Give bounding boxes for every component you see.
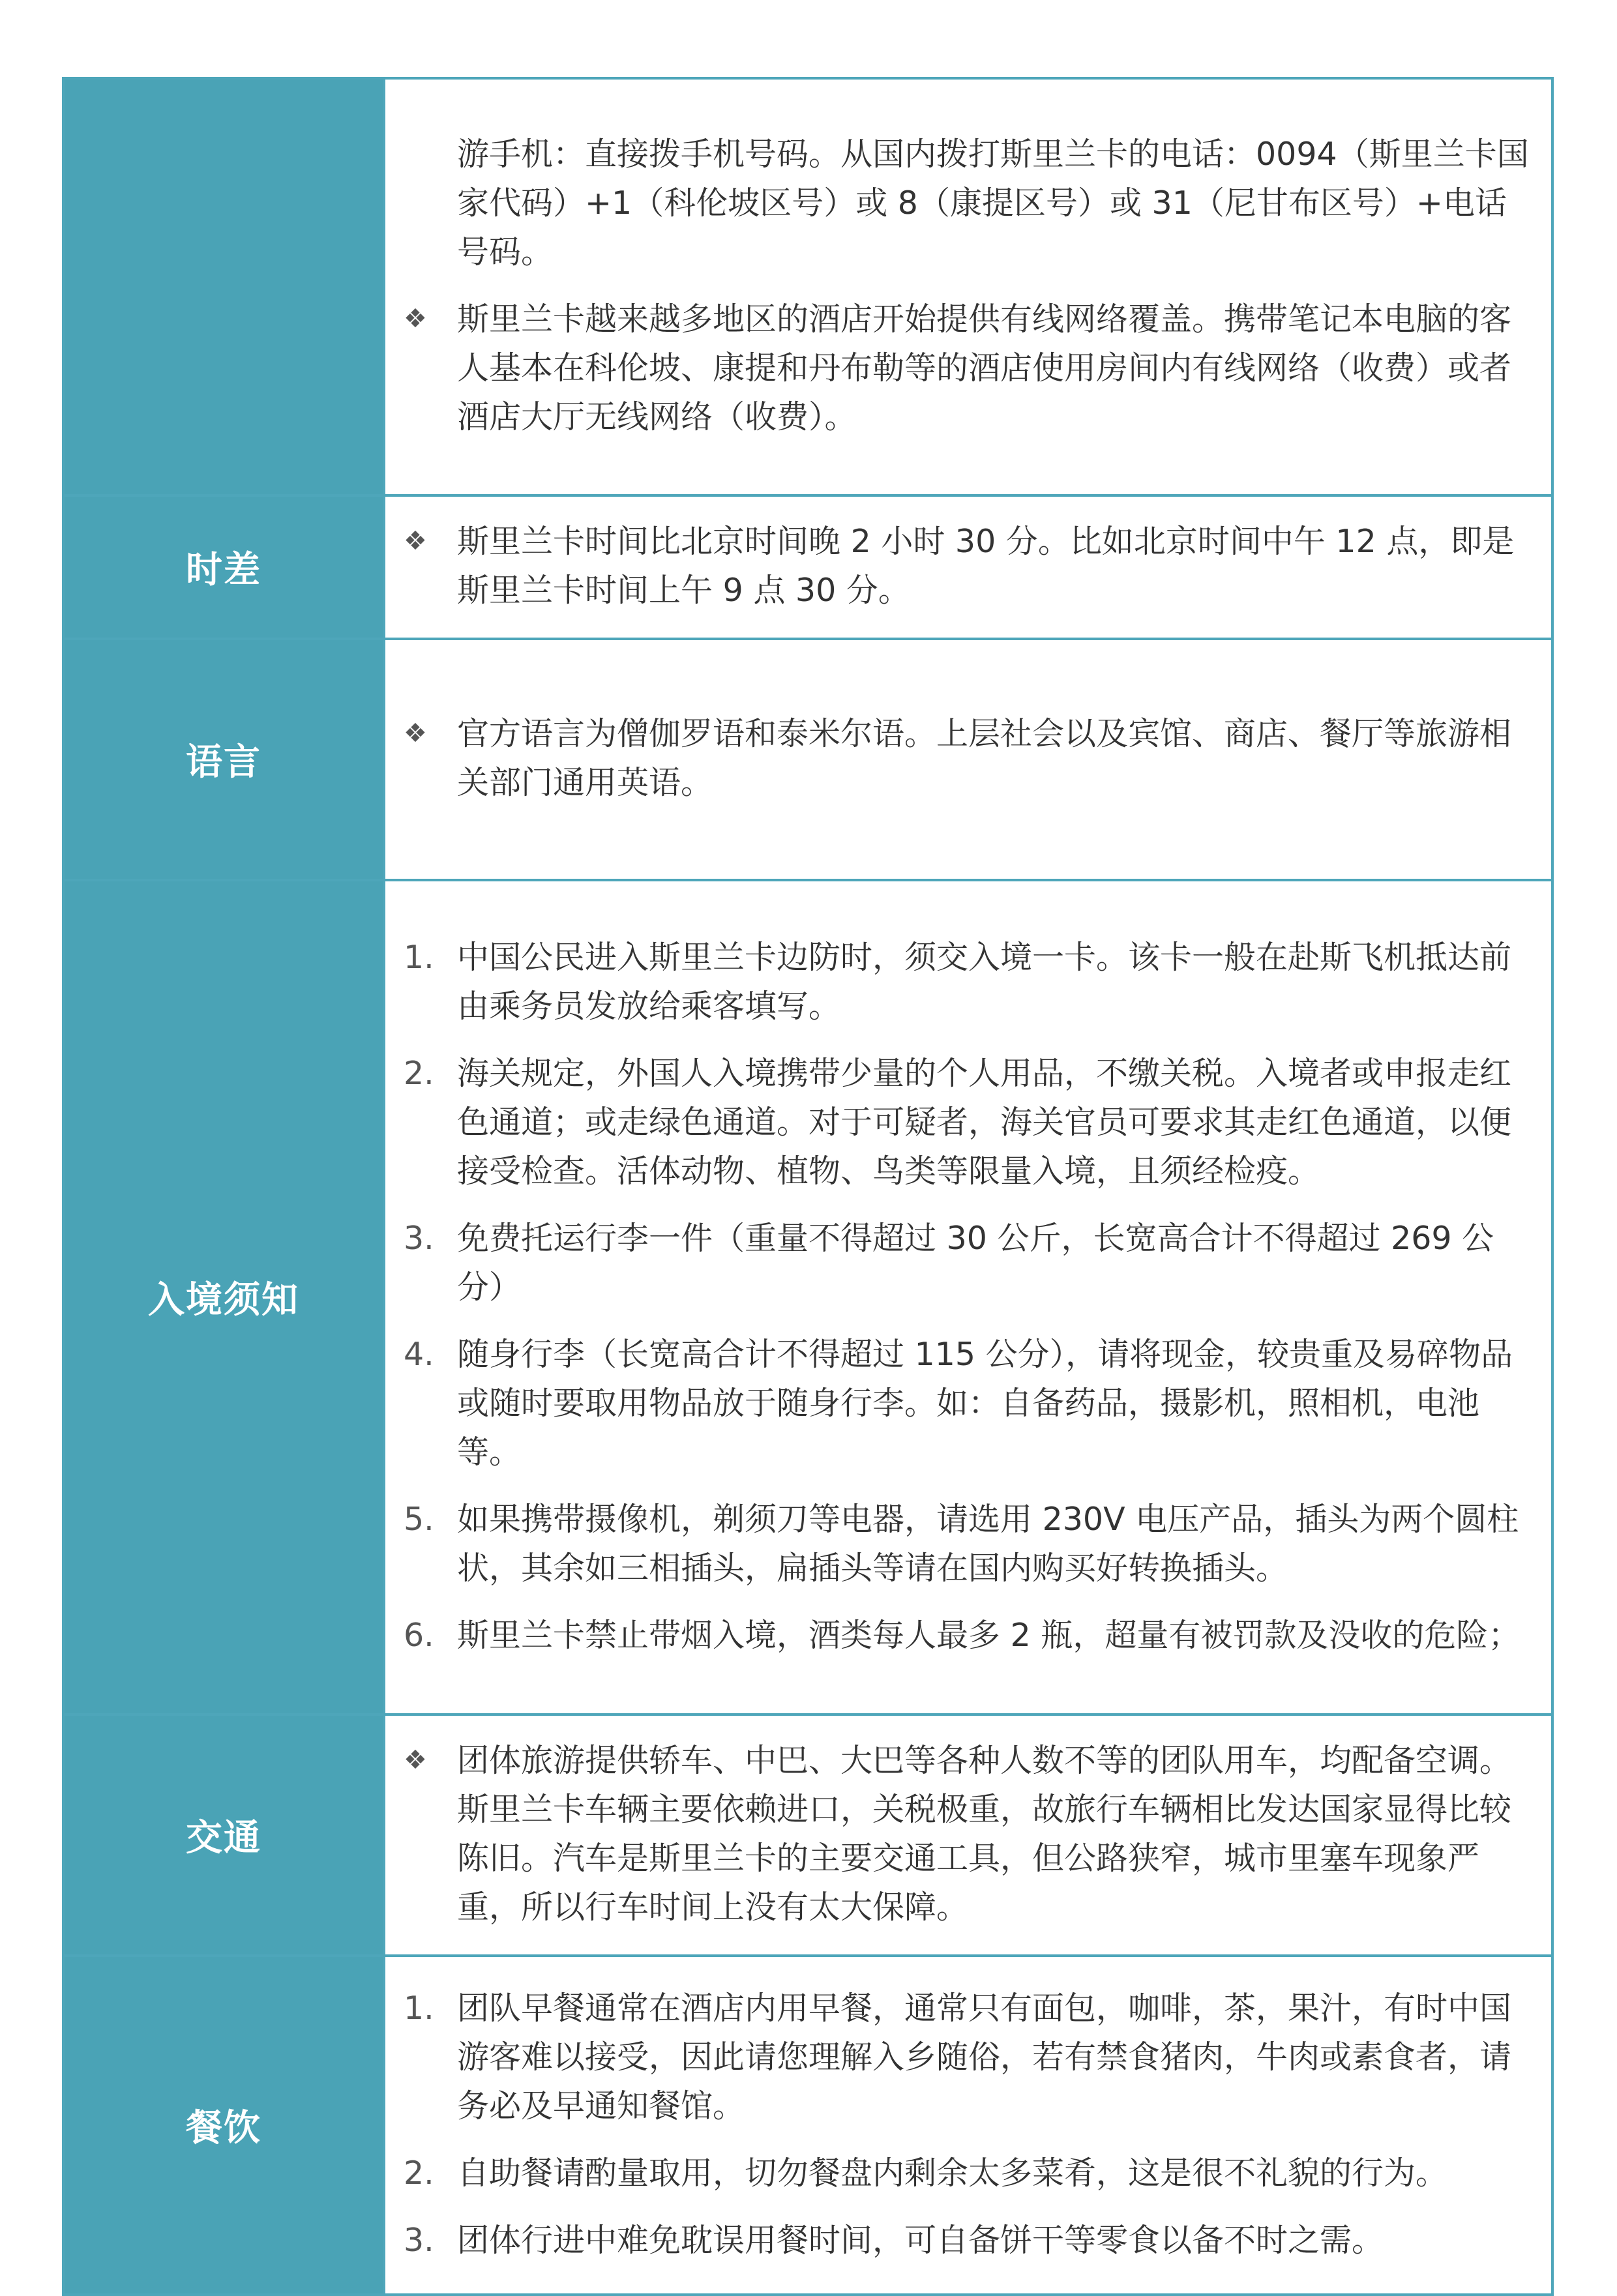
row-label-language: 语言 [63,639,384,880]
item-text: 免费托运行李一件（重量不得超过 30 公斤，长宽高合计不得超过 269 公分） [457,1219,1494,1306]
list-number: 2. [404,1054,434,1092]
item-text: 团体行进中难免耽误用餐时间，可自备饼干等零食以备不时之需。 [457,2221,1384,2259]
list-item [404,709,1535,807]
item-text: 团体旅游提供轿车、中巴、大巴等各种人数不等的团队用车，均配备空调。斯里兰卡车辆主要依赖进口，关税极重，故旅行车辆相比发达国家显得比较陈旧。汽车是斯里兰卡的主要交通工具，但公路狭窄，城市里塞车现象严重，所以行车时间上没有太大保障。 [457,1742,1512,1926]
row-content-time-difference [384,495,1552,639]
list-item [404,1495,1535,1593]
list-item [404,517,1535,615]
row-label-dining: 餐饮 [63,1956,384,2295]
list-item [404,1984,1535,2130]
item-text: 团队早餐通常在酒店内用早餐，通常只有面包，咖啡，茶，果汁，有时中国游客难以接受，因此请您理解入乡随俗，若有禁食猪肉，牛肉或素食者，请务必及早通知餐馆。 [457,1989,1512,2125]
list-number: 1. [404,938,434,976]
diamond-bullet-icon: ❖ [404,526,427,556]
table-row-dining [63,1956,1552,2295]
diamond-bullet-icon: ❖ [404,304,427,334]
list-number: 3. [404,1219,434,1257]
table-row-entry-notice [63,880,1552,1715]
row-content-language [384,639,1552,880]
list-number: 6. [404,1616,434,1654]
table-row-communication-continued [63,78,1552,495]
row-content-entry-notice [384,880,1552,1715]
row-content-dining [384,1956,1552,2295]
list-item [404,1330,1535,1477]
row-label-transportation: 交通 [63,1715,384,1956]
list-item [404,295,1535,441]
item-text: 斯里兰卡越来越多地区的酒店开始提供有线网络覆盖。携带笔记本电脑的客人基本在科伦坡、康提和丹布勒等的酒店使用房间内有线网络（收费）或者酒店大厅无线网络（收费）。 [457,301,1512,435]
item-text: 随身行李（长宽高合计不得超过 115 公分），请将现金，较贵重及易碎物品或随时要取用物品放于随身行李。如：自备药品，摄影机，照相机，电池等。 [457,1335,1513,1471]
row-label-time-difference: 时差 [63,495,384,639]
list-item [404,2149,1535,2198]
list-item [404,1214,1535,1312]
item-text: 官方语言为僧伽罗语和泰米尔语。上层社会以及宾馆、商店、餐厅等旅游相关部门通用英语。 [457,715,1512,801]
item-text: 游手机：直接拨手机号码。从国内拨打斯里兰卡的电话：0094（斯里兰卡国家代码）+1（科伦坡区号）或 8（康提区号）或 31（尼甘布区号）+电话号码。 [457,136,1529,271]
item-text: 海关规定，外国人入境携带少量的个人用品，不缴关税。入境者或申报走红色通道；或走绿色通道。对于可疑者，海关官员可要求其走红色通道，以便接受检查。活体动物、植物、鸟类等限量入境，且须经检疫。 [457,1054,1512,1190]
row-content-transportation [384,1715,1552,1956]
item-text: 中国公民进入斯里兰卡边防时，须交入境一卡。该卡一般在赴斯飞机抵达前由乘务员发放给乘客填写。 [457,938,1512,1025]
item-text: 如果携带摄像机，剃须刀等电器，请选用 230V 电压产品，插头为两个圆柱状，其余如三相插头，扁插头等请在国内购买好转换插头。 [457,1500,1519,1587]
list-number: 1. [404,1989,434,2027]
item-text: 自助餐请酌量取用，切勿餐盘内剩余太多菜肴，这是很不礼貌的行为。 [457,2154,1448,2192]
list-item [404,1736,1535,1932]
table-body [63,78,1552,2295]
list-item [404,933,1535,1031]
table-row-time-difference [63,495,1552,639]
item-text: 斯里兰卡时间比北京时间晚 2 小时 30 分。比如北京时间中午 12 点，即是斯里兰卡时间上午 9 点 30 分。 [457,523,1515,609]
list-item [404,1049,1535,1196]
list-number: 5. [404,1500,434,1538]
diamond-bullet-icon: ❖ [404,718,427,748]
list-item [404,2216,1535,2265]
row-label-communication-continued [63,78,384,495]
table-row-language [63,639,1552,880]
info-table [62,77,1554,2296]
list-number: 3. [404,2221,434,2259]
list-number: 2. [404,2154,434,2192]
row-content-communication-continued [384,78,1552,495]
item-text: 斯里兰卡禁止带烟入境，酒类每人最多 2 瓶，超量有被罚款及没收的危险； [457,1616,1521,1654]
list-item [404,1611,1535,1660]
table-row-transportation [63,1715,1552,1956]
diamond-bullet-icon: ❖ [404,1745,427,1775]
row-label-entry-notice: 入境须知 [63,880,384,1715]
list-number: 4. [404,1335,434,1373]
list-item [404,130,1535,276]
